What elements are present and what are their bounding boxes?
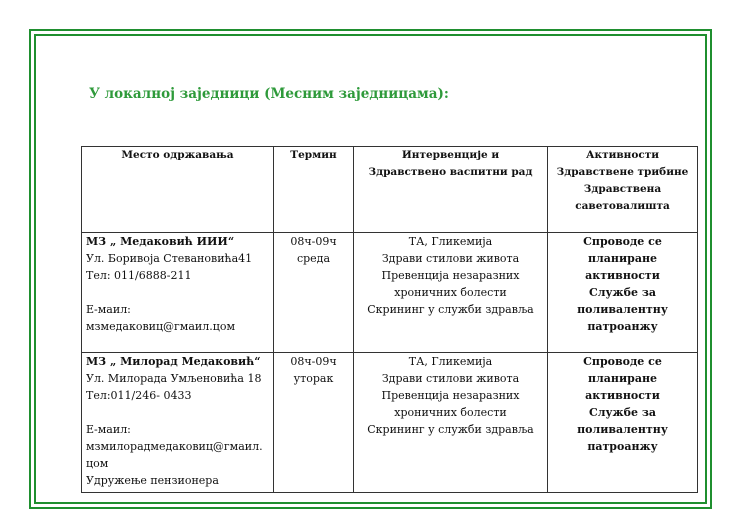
cell-interventions: ТА, Гликемија Здрави стилови живота Превенција незаразних хроничних болести Скрининг у служби здравља <box>354 353 548 493</box>
place-address: Ул. Милорада Умљеновића 18 <box>86 372 262 385</box>
table-header-row <box>82 147 698 233</box>
email-label: Е-маил: <box>86 303 131 316</box>
term-day: уторак <box>293 372 334 385</box>
section-heading: У локалној заједници (Месним заједницама): <box>89 86 449 102</box>
place-phone: Тел:011/246- 0433 <box>86 389 192 402</box>
term-time: 08ч-09ч <box>290 355 337 368</box>
header-activities: Активности Здравствене трибине Здравствена саветовалишта <box>548 147 698 233</box>
cell-place <box>82 353 274 493</box>
cell-term <box>274 233 354 353</box>
email-address: мзмилорадмедаковиц@гмаил. <box>86 440 263 453</box>
header-term: Термин <box>274 147 354 233</box>
term-day: среда <box>296 252 331 265</box>
cell-term <box>274 353 354 493</box>
header-interventions: Интервенције и Здравствено васпитни рад <box>354 147 548 233</box>
place-extra: Удружење пензионера <box>86 474 219 487</box>
cell-activities: Спроводе се планиране активности Службе за поливалентну патроанжу <box>548 353 698 493</box>
email-address-cont: цом <box>86 457 109 470</box>
cell-activities: Спроводе се планиране активности Службе за поливалентну патроанжу <box>548 233 698 353</box>
schedule-table <box>81 146 698 493</box>
cell-interventions: ТА, Гликемија Здрави стилови живота Превенција незаразних хроничних болести Скрининг у служби здравља <box>354 233 548 353</box>
table-row <box>82 233 698 353</box>
header-place: Место одржавања <box>82 147 274 233</box>
table-row <box>82 353 698 493</box>
place-title: МЗ „ Милорад Медаковић“ <box>86 355 261 368</box>
email-address: мзмедаковиц@гмаил.цом <box>86 320 235 333</box>
place-address: Ул. Боривоја Стевановића41 <box>86 252 253 265</box>
email-label: Е-маил: <box>86 423 131 436</box>
place-phone: Тел: 011/6888-211 <box>86 269 192 282</box>
term-time: 08ч-09ч <box>290 235 337 248</box>
place-title: МЗ „ Медаковић ИИИ“ <box>86 235 235 248</box>
cell-place <box>82 233 274 353</box>
